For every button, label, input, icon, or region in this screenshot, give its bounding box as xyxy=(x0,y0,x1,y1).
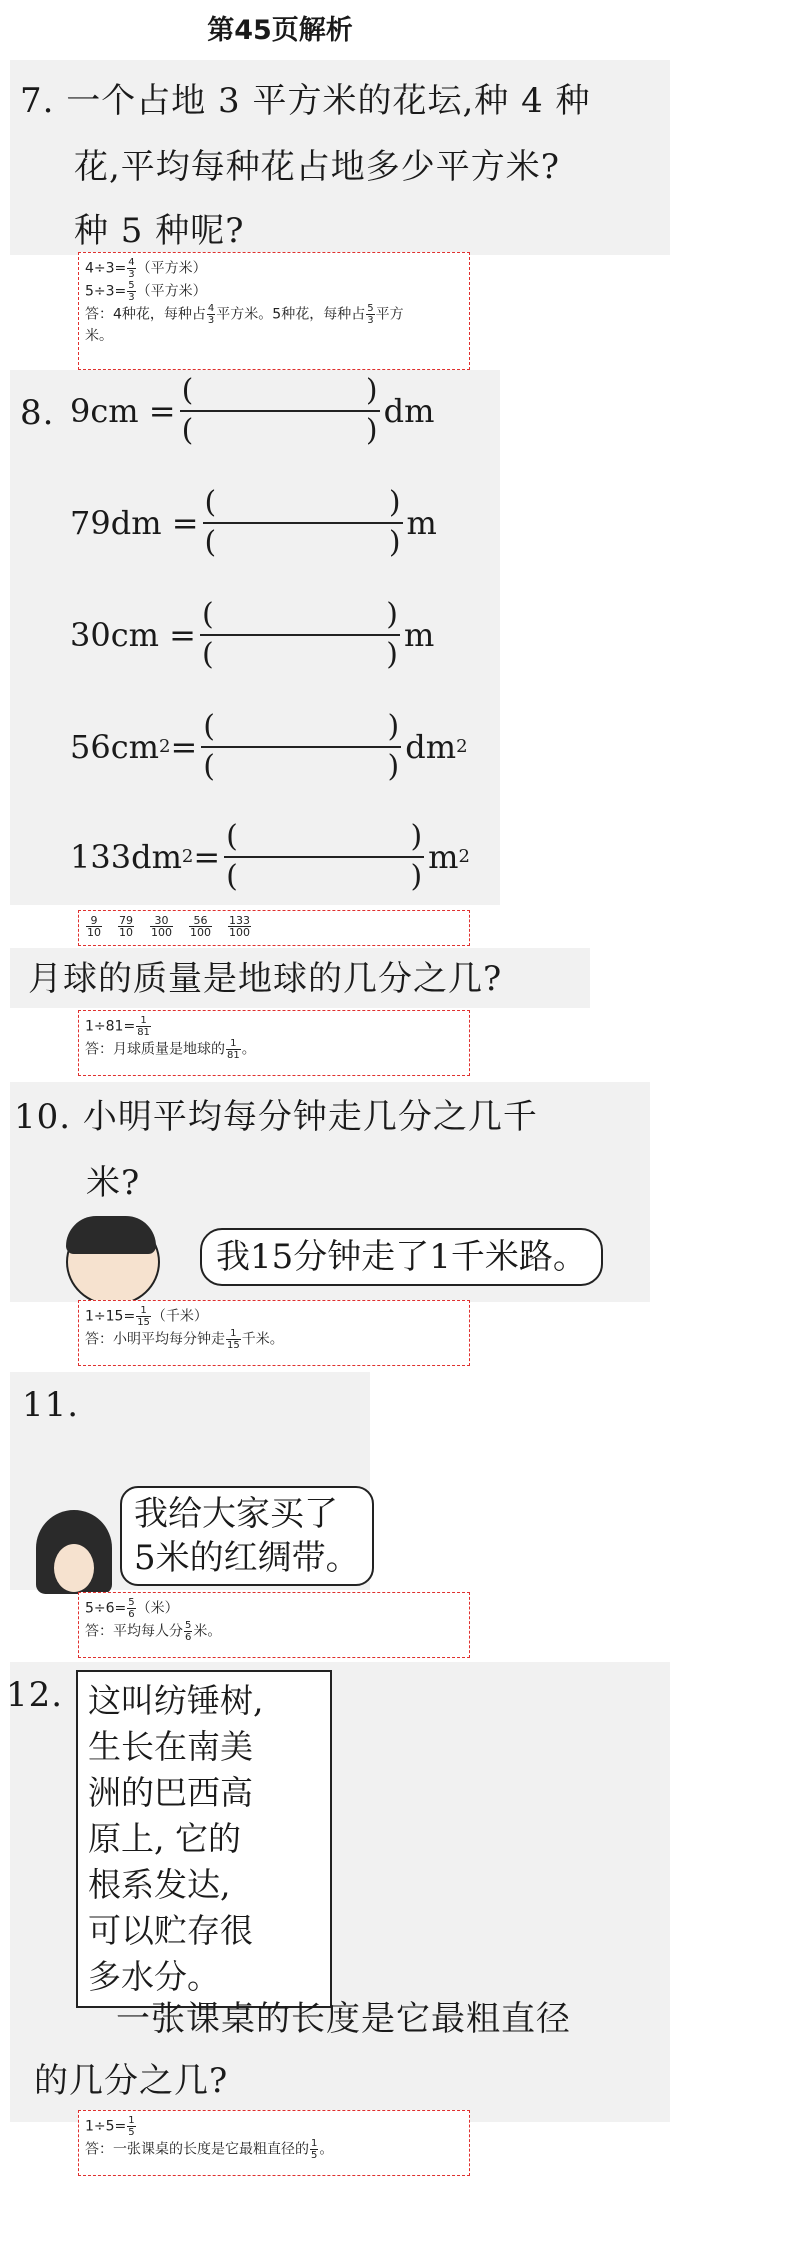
q8-row-2 xyxy=(70,484,437,562)
q7-answer-line-4: 米。 xyxy=(85,328,113,344)
numerator: 1 xyxy=(136,1015,151,1027)
q8-answer-fractions xyxy=(85,915,463,938)
q8-row-3 xyxy=(70,596,434,674)
paren: ( xyxy=(204,485,217,520)
q7-answer-box xyxy=(78,252,470,370)
fraction xyxy=(226,1038,241,1061)
denominator: 6 xyxy=(128,1609,135,1620)
q9-answer-box xyxy=(78,1010,470,1076)
numerator: 56 xyxy=(189,915,212,927)
numerator: 4 xyxy=(128,257,135,268)
numerator: 30 xyxy=(150,915,173,927)
text: 米。 xyxy=(193,1623,222,1640)
row-unit: dm xyxy=(383,391,435,430)
blank-fraction xyxy=(203,484,403,562)
equals: = xyxy=(170,727,198,766)
card-line: 生长在南美 xyxy=(88,1727,253,1766)
card-line: 这叫纺锤树, xyxy=(88,1681,264,1720)
fraction xyxy=(136,1305,151,1328)
denominator: 10 xyxy=(87,926,101,939)
paren: ) xyxy=(387,709,400,744)
numerator: 1 xyxy=(226,1038,241,1050)
text: 5÷6= xyxy=(85,1600,127,1617)
q12-info-card xyxy=(76,1670,332,2008)
paren: ) xyxy=(388,485,401,520)
row-left: 30cm = xyxy=(70,615,196,654)
row-left: 79dm = xyxy=(70,503,199,542)
girl-face-icon xyxy=(54,1544,94,1592)
fraction xyxy=(150,915,173,938)
q11-bubble-line-2: 5米的红绸带。 xyxy=(134,1538,360,1578)
equals: = xyxy=(193,837,221,876)
denominator: 3 xyxy=(128,269,135,280)
q11-answer-line-2 xyxy=(85,1620,463,1643)
text: 答：平均每人分 xyxy=(85,1623,183,1640)
q12-line-1: 一张课桌的长度是它最粗直径 xyxy=(116,1999,571,2039)
denominator: 10 xyxy=(119,926,133,939)
fraction xyxy=(127,280,135,303)
denominator: 100 xyxy=(190,926,211,939)
text: 答：一张课桌的长度是它最粗直径的 xyxy=(85,2141,309,2158)
q12-answer-line-1 xyxy=(85,2115,463,2138)
q7-answer-line-2 xyxy=(85,280,463,303)
paren: ( xyxy=(204,524,217,560)
paren: ( xyxy=(181,373,194,408)
q9-answer-line-2 xyxy=(85,1038,463,1061)
row-unit: m xyxy=(428,837,459,876)
paren: ) xyxy=(365,373,378,408)
denominator: 3 xyxy=(207,315,215,326)
page-title: 第45页解析 xyxy=(207,15,353,46)
q7-line-2: 花,平均每种花占地多少平方米? xyxy=(74,147,561,187)
denominator: 81 xyxy=(227,1050,240,1061)
text: 1÷15= xyxy=(85,1308,136,1325)
q8-answer-box xyxy=(78,910,470,946)
q7-answer-line-3 xyxy=(85,303,463,326)
q10-answer-line-1 xyxy=(85,1305,463,1328)
text: 答：4种花，每种占 xyxy=(85,306,206,323)
denominator: 15 xyxy=(137,1317,150,1328)
numerator: 9 xyxy=(86,915,102,927)
numerator: 5 xyxy=(185,1620,192,1631)
row-unit: m xyxy=(406,503,437,542)
numerator: 79 xyxy=(119,914,133,927)
q10-answer-box xyxy=(78,1300,470,1366)
q12-number: 12. xyxy=(6,1675,64,1715)
fraction xyxy=(184,1620,192,1643)
q8-row-1 xyxy=(70,372,434,450)
text: （平方米） xyxy=(136,260,207,277)
q10-speech-bubble: 我15分钟走了1千米路。 xyxy=(200,1228,603,1286)
q10-line-2: 米? xyxy=(86,1163,141,1203)
row-unit: dm xyxy=(405,727,457,766)
numerator: 5 xyxy=(128,1597,135,1608)
card-line: 可以贮存很 xyxy=(88,1911,253,1950)
denominator: 81 xyxy=(137,1027,150,1038)
denominator: 5 xyxy=(311,2150,318,2161)
fraction xyxy=(189,915,212,938)
superscript: 2 xyxy=(456,736,468,758)
denominator: 3 xyxy=(128,292,135,303)
row-left: 56cm xyxy=(70,727,159,766)
numerator: 133 xyxy=(229,914,250,927)
denominator: 100 xyxy=(151,926,172,939)
text: 。 xyxy=(319,2141,334,2158)
numerator: 1 xyxy=(136,1305,151,1317)
fraction xyxy=(127,257,135,280)
girl-head-icon xyxy=(36,1510,112,1594)
paren: ( xyxy=(181,412,194,448)
denominator: 15 xyxy=(227,1340,240,1351)
card-line: 洲的巴西高 xyxy=(88,1773,253,1812)
paren: ( xyxy=(226,819,238,854)
q9-answer-line-1 xyxy=(85,1015,463,1038)
q7-answer-line-1 xyxy=(85,257,463,280)
q12-answer-line-2 xyxy=(85,2138,463,2161)
fraction xyxy=(207,303,215,326)
numerator: 1 xyxy=(128,2115,135,2126)
fraction xyxy=(310,2138,318,2161)
text: （千米） xyxy=(151,1308,208,1325)
paren: ) xyxy=(386,636,398,672)
row-unit: m xyxy=(403,615,435,654)
paren: ) xyxy=(410,819,423,854)
paren: ( xyxy=(201,636,214,672)
paren: ( xyxy=(226,858,238,894)
q11-answer-line-1 xyxy=(85,1597,463,1620)
text: 平方 xyxy=(375,306,404,323)
q12-line-2: 的几分之几? xyxy=(34,2061,229,2101)
numerator: 1 xyxy=(226,1328,241,1340)
numerator: 4 xyxy=(207,303,215,314)
text: 1÷81= xyxy=(85,1018,136,1035)
card-line: 多水分。 xyxy=(88,1957,220,1996)
text: 平方米。5种花，每种占 xyxy=(216,306,366,323)
row-left: 9cm = xyxy=(70,391,176,430)
superscript: 2 xyxy=(181,846,194,868)
q8-row-4 xyxy=(70,708,468,786)
denominator: 100 xyxy=(229,926,250,939)
q11-answer-box xyxy=(78,1592,470,1658)
q7-line-3: 种 5 种呢? xyxy=(74,211,245,251)
q10-line-1: 10. 小明平均每分钟走几分之几千 xyxy=(14,1097,538,1137)
text: 答：月球质量是地球的 xyxy=(85,1041,225,1058)
fraction xyxy=(226,1328,241,1351)
text: （平方米） xyxy=(136,283,207,300)
superscript: 2 xyxy=(158,736,171,758)
paren: ) xyxy=(387,748,400,784)
numerator: 5 xyxy=(128,280,135,291)
paren: ) xyxy=(410,858,423,894)
card-line: 根系发达, xyxy=(88,1865,231,1904)
blank-fraction xyxy=(201,708,401,786)
q11-number: 11. xyxy=(22,1385,80,1425)
fraction xyxy=(127,2115,135,2138)
fraction xyxy=(127,1597,135,1620)
fraction xyxy=(228,915,251,938)
q8-row-5 xyxy=(70,818,470,896)
q8-number: 8. xyxy=(20,393,55,433)
numerator: 1 xyxy=(311,2138,318,2149)
numerator: 5 xyxy=(367,303,374,314)
blank-fraction xyxy=(224,818,424,896)
denominator: 5 xyxy=(128,2127,135,2138)
paren: ( xyxy=(203,709,215,744)
card-line: 原上, 它的 xyxy=(88,1819,241,1858)
fraction xyxy=(118,915,134,938)
paren: ) xyxy=(386,597,398,632)
text: 5÷3= xyxy=(85,283,127,300)
text: 1÷5= xyxy=(85,2118,127,2135)
blank-fraction xyxy=(200,596,400,674)
superscript: 2 xyxy=(458,846,470,868)
q9-line: 月球的质量是地球的几分之几? xyxy=(28,959,503,999)
paren: ) xyxy=(388,524,401,560)
paren: ( xyxy=(201,597,214,632)
row-left: 133dm xyxy=(70,837,182,876)
denominator: 3 xyxy=(367,315,374,326)
fraction xyxy=(86,915,102,938)
paren: ( xyxy=(203,748,215,784)
boy-head-icon xyxy=(66,1218,160,1306)
text: 千米。 xyxy=(241,1331,284,1348)
text: 答：小明平均每分钟走 xyxy=(85,1331,225,1348)
q11-bubble-line-1: 我给大家买了 xyxy=(134,1494,338,1534)
denominator: 6 xyxy=(185,1632,192,1643)
q11-speech-bubble xyxy=(120,1486,374,1586)
q12-answer-box xyxy=(78,2110,470,2176)
fraction xyxy=(366,303,374,326)
paren: ) xyxy=(365,412,378,448)
boy-hair-icon xyxy=(66,1216,156,1254)
text: 4÷3= xyxy=(85,260,127,277)
q10-answer-line-2 xyxy=(85,1328,463,1351)
blank-fraction xyxy=(180,372,380,450)
text: 。 xyxy=(241,1041,256,1058)
fraction xyxy=(136,1015,151,1038)
text: （米） xyxy=(136,1600,179,1617)
q7-line-1: 7. 一个占地 3 平方米的花坛,种 4 种 xyxy=(20,81,591,121)
